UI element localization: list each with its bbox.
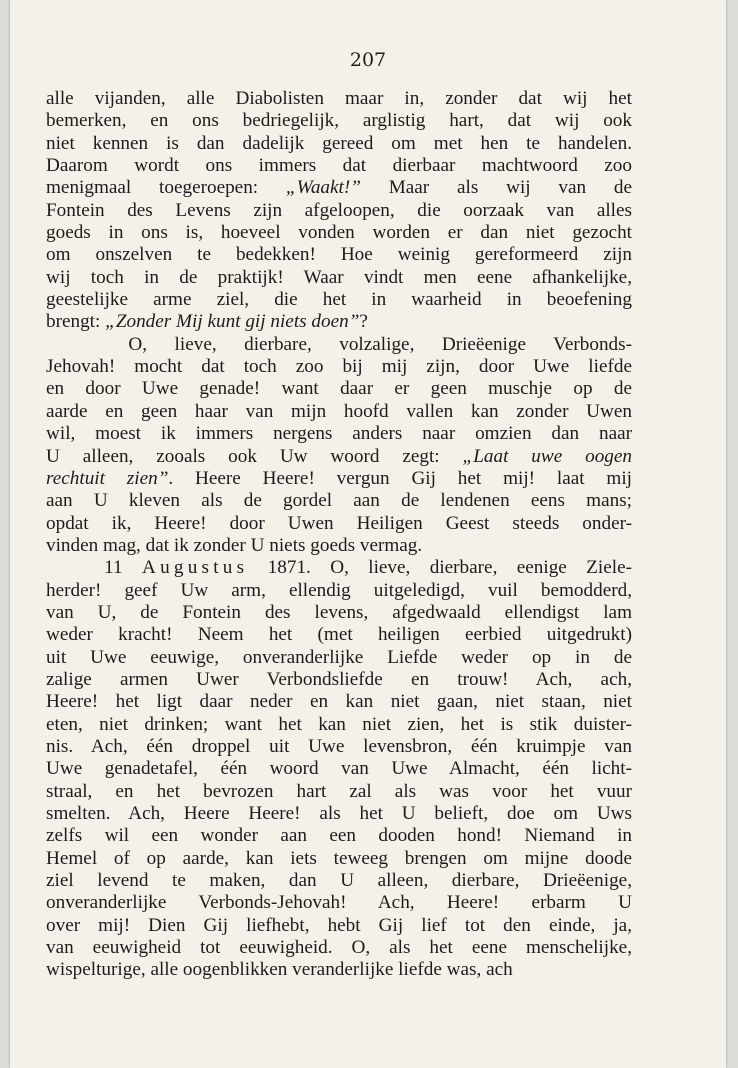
text-line	[46, 110, 632, 132]
text-line	[46, 244, 632, 266]
text-run: wispelturige, alle oogenblikken veranderlijke liefde was, ach	[46, 959, 513, 981]
text-line	[46, 177, 632, 199]
text-line	[46, 446, 632, 468]
text-line	[46, 468, 632, 490]
text-run: eten, niet drinken; want het kan niet zien, het is stik duister-	[46, 713, 632, 735]
text-run: Heere! het ligt daar neder en kan niet gaan, niet staan, niet	[46, 691, 632, 713]
text-line	[46, 378, 632, 400]
text-line	[46, 88, 632, 110]
text-run: Daarom wordt ons immers dat dierbaar machtwoord zoo	[46, 155, 632, 177]
text-line	[46, 401, 632, 423]
text-line	[46, 937, 632, 959]
italic-quote: „Waakt!”	[285, 177, 361, 199]
text-line	[46, 334, 632, 356]
text-line	[46, 915, 632, 937]
text-run: straal, en het bevrozen hart zal als was voor het vuur	[46, 780, 632, 802]
text-run: aarde en geen haar van mijn hoofd vallen kan zonder Uwen	[46, 400, 632, 422]
text-line	[46, 736, 632, 758]
text-run: goeds in ons is, hoeveel vonden worden er dan niet gezocht	[46, 222, 632, 244]
text-run: smelten. Ach, Heere Heere! als het U belieft, doe om Uws	[46, 803, 632, 824]
text-run: ?	[359, 311, 368, 333]
text-line	[46, 580, 632, 602]
text-line	[46, 513, 632, 535]
text-line	[46, 758, 632, 780]
text-run: weder kracht! Neem het (met heiligen eerbied uitgedrukt)	[46, 624, 632, 646]
book-page	[10, 0, 726, 1068]
text-line	[46, 535, 632, 557]
text-run: 1871. O, lieve, dierbare, eenige Ziele-	[248, 557, 632, 579]
page-number: 207	[349, 49, 387, 71]
text-line	[46, 356, 632, 378]
text-line	[46, 133, 632, 155]
text-line	[46, 311, 632, 333]
text-run: Fontein des Levens zijn afgeloopen, die oorzaak van alles	[46, 199, 632, 221]
text-run: van eeuwigheid tot eeuwigheid. O, als het eene menschelijke,	[46, 937, 632, 959]
text-line	[46, 557, 632, 579]
text-line	[46, 781, 632, 803]
text-run: O, lieve, dierbare, volzalige, Drieëenige Verbonds-	[46, 333, 632, 355]
text-line	[46, 222, 632, 244]
text-line	[46, 848, 632, 870]
italic-quote: rechtuit zien”	[46, 467, 169, 489]
text-line	[46, 267, 632, 289]
text-run: opdat ik, Heere! door Uwen Heiligen Geest steeds onder-	[46, 512, 632, 534]
text-line	[46, 803, 632, 825]
text-run: Hemel of op aarde, kan iets teweeg brengen om mijne doode	[46, 847, 632, 869]
text-line	[46, 870, 632, 892]
spaced-date-word: Augustus	[142, 557, 249, 579]
text-line	[46, 691, 632, 713]
text-run: over mij! Dien Gij liefhebt, hebt Gij lief tot den einde, ja,	[46, 914, 632, 936]
text-run: zalige armen Uwer Verbondsliefde en trouw! Ach, ach,	[46, 668, 632, 690]
text-run: om onszelven te bedekken! Hoe weinig gereformeerd zijn	[46, 244, 632, 266]
text-line	[46, 714, 632, 736]
text-run: U alleen, zooals ook Uw woord zegt:	[46, 445, 463, 467]
text-line	[46, 669, 632, 691]
text-line	[46, 602, 632, 624]
text-run: geestelijke arme ziel, die het in waarheid in beoefening	[46, 289, 632, 311]
italic-quote: „Zonder Mij kunt gij niets doen”	[105, 311, 360, 333]
text-run: nis. Ach, één droppel uit Uwe levensbron, één kruimpje van	[46, 735, 632, 757]
text-line	[46, 959, 632, 981]
text-run: alle vijanden, alle Diabolisten maar in, zonder dat wij het	[46, 88, 632, 109]
text-run: aan U kleven als de gordel aan de lendenen eens mans;	[46, 490, 632, 512]
text-run: brengt:	[46, 311, 106, 333]
text-run: ziel levend te maken, dan U alleen, dierbare, Drieëenige,	[46, 870, 632, 892]
text-run: uit Uwe eeuwige, onveranderlijke Liefde weder op in de	[46, 646, 632, 668]
text-line	[46, 155, 632, 177]
text-run: wil, moest ik immers nergens anders naar omzien dan naar	[46, 423, 632, 445]
text-run: van U, de Fontein des levens, afgedwaald ellendigst lam	[46, 601, 632, 623]
text-line	[46, 624, 632, 646]
text-run: Uwe genadetafel, één woord van Uwe Almacht, één licht-	[46, 758, 632, 780]
text-run: onveranderlijke Verbonds-Jehovah! Ach, Heere! erbarm U	[46, 892, 632, 914]
text-run: 11	[46, 557, 142, 579]
text-line	[46, 423, 632, 445]
text-run: vinden mag, dat ik zonder U niets goeds vermag.	[46, 534, 423, 556]
text-line	[46, 647, 632, 669]
text-run: herder! geef Uw arm, ellendig uitgeledigd, vuil bemodderd,	[46, 579, 632, 601]
italic-quote: „Laat uwe oogen	[462, 445, 632, 467]
text-run: niet kennen is dan dadelijk gereed om met hen te handelen.	[46, 132, 632, 154]
text-run: menigmaal toegeroepen:	[46, 177, 286, 199]
text-run: . Heere Heere! vergun Gij het mij! laat mij	[168, 467, 632, 489]
text-line	[46, 892, 632, 914]
text-run: bemerken, en ons bedriegelijk, arglistig hart, dat wij ook	[46, 110, 632, 132]
text-run: en door Uwe genade! want daar er geen muschje op de	[46, 378, 632, 400]
text-run: Jehovah! mocht dat toch zoo bij mij zijn, door Uwe liefde	[46, 356, 632, 378]
text-run: zelfs wil een wonder aan een dooden hond! Niemand in	[46, 825, 632, 847]
text-line	[46, 200, 632, 222]
text-run: Maar als wij van de	[360, 177, 632, 199]
text-line	[46, 490, 632, 512]
text-run: wij toch in de praktijk! Waar vindt men eene afhankelijke,	[46, 266, 632, 288]
text-line	[46, 289, 632, 311]
text-line	[46, 825, 632, 847]
body-text	[46, 88, 632, 982]
